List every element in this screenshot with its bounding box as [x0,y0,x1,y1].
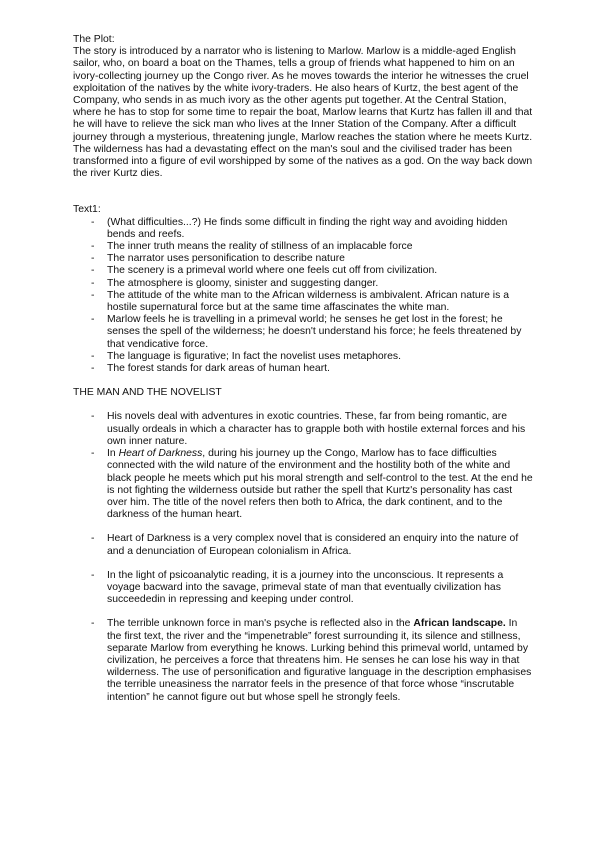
list-item-text-pre: In [107,448,119,460]
bold-phrase: African landscape. [413,618,506,630]
list-item [73,363,533,375]
spacer [73,399,533,411]
plot-paragraph: The story is introduced by a narrator who is listening to Marlow. Marlow is a middle-aged English sailor, who, on board a boat on the Thames, tells a group of friends what happened to him on an ivory-collecting journey up the Congo river. As he moves towards the interior he witnesses the cruel exploitation of the natives by the white ivory-traders. He also hears of Kurtz, the best agent of the Company, who sends in as much ivory as the other agents put together. At the Central Station, where he has to stop for some time to repair the boat, Marlow learns that Kurtz has fallen ill and that he will have to relieve the sick man who lives at the Inner Station of the Company. After a difficult journey through a mysterious, threatening jungle, Marlow reaches the station where he meets Kurtz. The wilderness has had a devastating effect on the man's soul and the civilised trader has been transformed into a figure of evil worshipped by some of the natives as a god. On the way back down the river Kurtz dies. [73,46,533,180]
novel-title: Heart of Darkness [118,448,203,460]
bullet-dash: - [91,618,95,630]
bullet-dash: - [91,216,95,228]
list-item-text: The atmosphere is gloomy, sinister and suggesting danger. [107,277,379,289]
text1-heading: Text1: [73,204,101,216]
list-item [73,278,533,290]
list-item-text: His novels deal with adventures in exotic countries. These, far from being romantic, are usually ordeals in which a character has to grapple both with hostile external forces and his own inner nature. [107,411,526,447]
list-item-text: The forest stands for dark areas of human heart. [107,363,330,375]
bullet-dash: - [91,350,95,362]
spacer [73,180,533,204]
plot-heading: The Plot: [73,34,115,45]
bullet-dash: - [91,363,95,375]
list-item-text: The attitude of the white man to the African wilderness is ambivalent. African nature is a hostile supernatural force but at the same time affascinates the white man. [107,289,509,314]
bullet-dash: - [91,289,95,301]
bullet-dash: - [91,448,95,460]
bullet-dash: - [91,253,95,265]
list-item-text: The scenery is a primeval world where one feels cut off from civilization. [107,265,438,277]
spacer [73,375,533,387]
list-item [73,351,533,363]
bullet-dash: - [91,411,95,423]
section-heading: THE MAN AND THE NOVELIST [73,387,222,399]
list-item-text: The inner truth means the reality of stillness of an implacable force [107,241,413,253]
bullet-dash: - [91,241,95,253]
list-item [73,290,533,314]
list-item [73,570,533,607]
list-item-text: (What difficulties...?) He finds some difficult in finding the right way and avoiding hidden bends and reefs. [107,216,508,240]
list-item [73,618,533,703]
list-item [73,253,533,265]
list-item [73,533,533,557]
list-item-text: Heart of Darkness is a very complex novel that is considered an enquiry into the nature of and a denunciation of European colonialism in Africa. [107,533,519,557]
list-item-text: The language is figurative; In fact the novelist uses metaphores. [107,350,401,362]
list-item [73,217,533,241]
text1-list [73,217,533,376]
list-item-text: In the light of psicoanalytic reading, it is a journey into the unconscious. It represents a voyage bacward into the savage, primeval state of man that eventually civilization has succeededin in repressing and keeping under control. [107,569,504,606]
list-item [73,448,533,521]
list-item [73,241,533,253]
list-item [73,411,533,448]
list-item-text-pre: The terrible unknown force in man's psyche is reflected also in the [107,618,414,630]
list-item [73,314,533,351]
novelist-list [73,411,533,703]
list-item [73,265,533,277]
bullet-dash: - [91,533,95,545]
bullet-dash: - [91,569,95,581]
document-page [73,34,533,704]
list-item-text: The narrator uses personification to describe nature [107,253,345,265]
bullet-dash: - [91,277,95,289]
list-item-text-post: , during his journey up the Congo, Marlow has to face difficulties connected with the wild nature of the environment and the hostility both of the white and black people he meets which put his moral strength and self-control to the test. At the end he is not fighting the wilderness outside but rather the spell that Kurtz's personality has cast over him. The title of the novel refers then both to Africa, the dark continent, and to the darkness of the human heart. [107,448,533,521]
list-item-text-post: In the first text, the river and the “impenetrable” forest surrounding it, its silence and stillness, separate Marlow from everything he knows. Lurking behind this primeval world, untamed by civilization, he perceives a force that threatens him. He senses he can lose his way in that wilderness. The use of personification and figurative language in the description emphasises the terrible uneasiness the narrator feels in the presence of that force whose “inscrutable intention” he cannot figure out but whose spell he strongly feels. [107,618,532,703]
list-item-text: Marlow feels he is travelling in a primeval world; he senses he get lost in the forest; he senses the spell of the wilderness; he doesn't understand his force; he feels threatened by that vendicative force. [107,314,522,350]
bullet-dash: - [91,265,95,277]
bullet-dash: - [91,314,95,326]
